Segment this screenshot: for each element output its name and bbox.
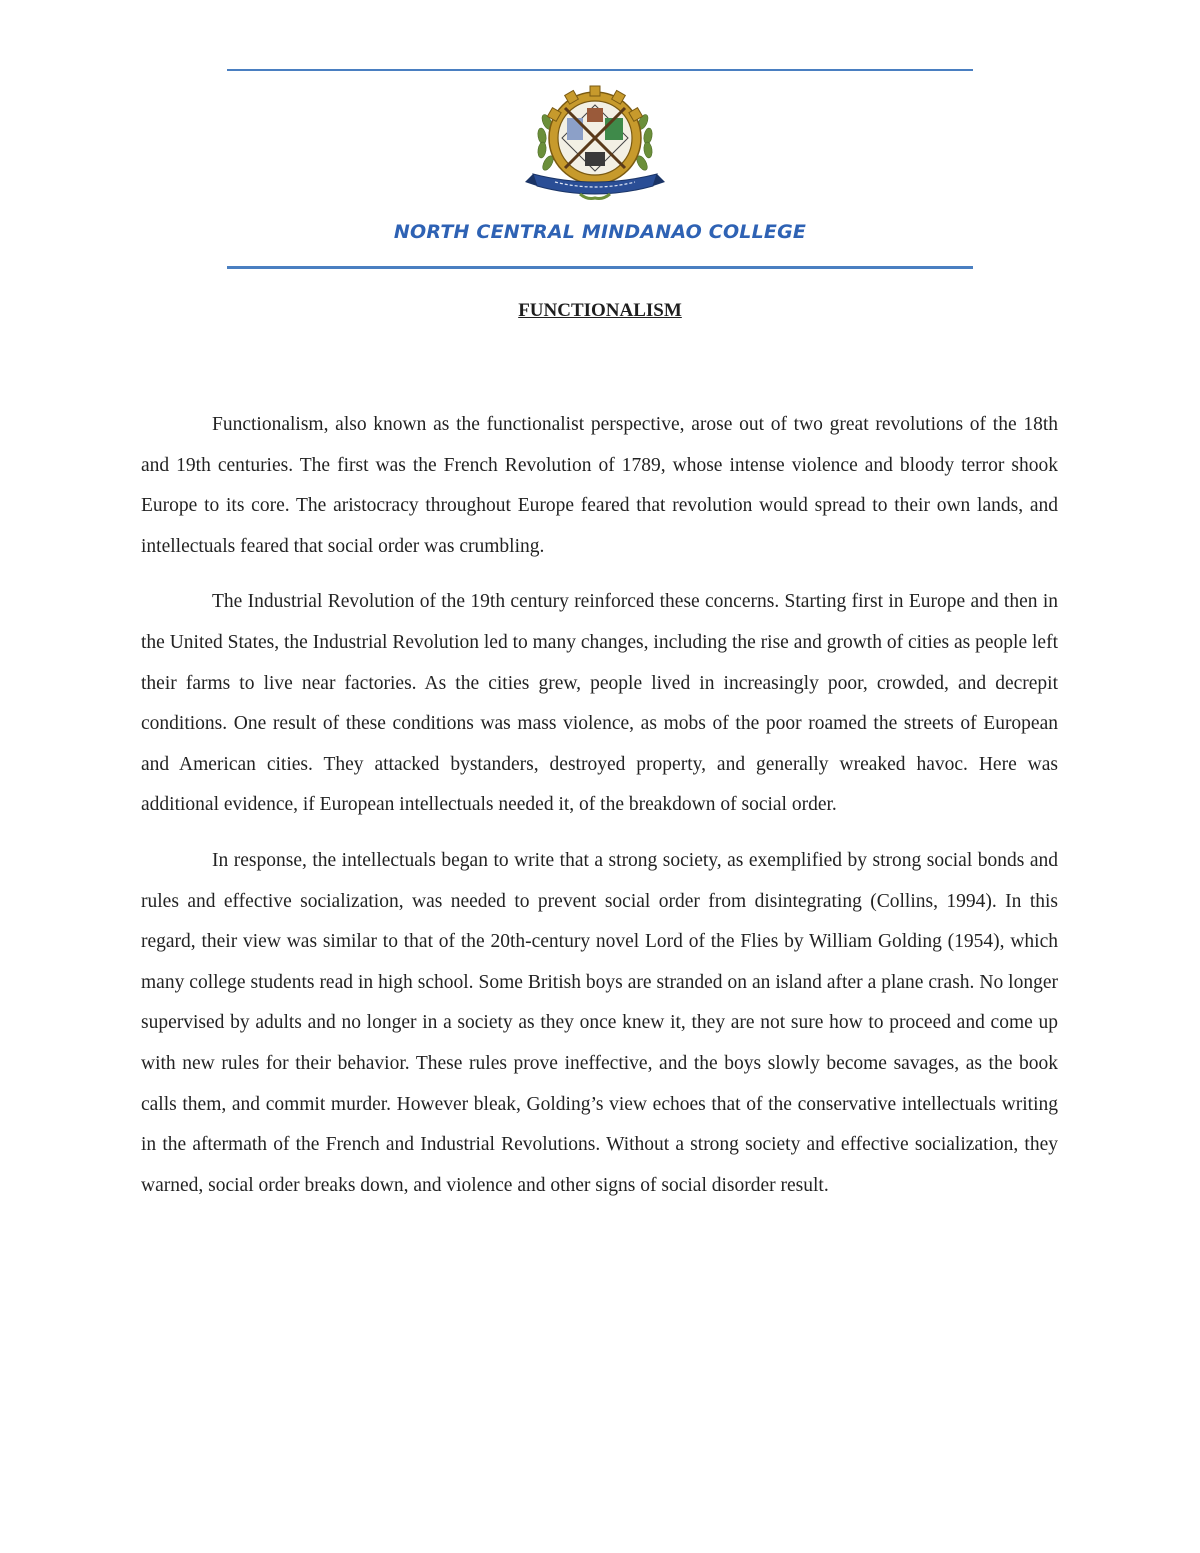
college-seal-icon [525,82,665,206]
document-body [141,405,1058,1221]
paragraph: The Industrial Revolution of the 19th century reinforced these concerns. Starting first in Europe and then in the United States, the Industrial Revolution led to many changes, including the rise and growth of cities as people left their farms to live near factories. As the cities grew, people lived in increasingly poor, crowded, and decrepit conditions. One result of these conditions was mass violence, as mobs of the poor roamed the streets of European and American cities. They attacked bystanders, destroyed property, and generally wreaked havoc. Here was additional evidence, if European intellectuals needed it, of the breakdown of social order. [141,591,1058,816]
header-top-rule [227,69,973,71]
document-title: FUNCTIONALISM [518,300,682,321]
college-name: NORTH CENTRAL MINDANAO COLLEGE [393,221,807,243]
paragraph: Functionalism, also known as the functionalist perspective, arose out of two great revolutions of the 18th and 19th centuries. The first was the French Revolution of 1789, whose intense violence and bloody terror shook Europe to its core. The aristocracy throughout Europe feared that revolution would spread to their own lands, and intellectuals feared that social order was crumbling. [141,414,1058,557]
paragraph: In response, the intellectuals began to write that a strong society, as exemplified by strong social bonds and rules and effective socialization, was needed to prevent social order from disintegrating (Collins, 1994). In this regard, their view was similar to that of the 20th-century novel Lord of the Flies by William Golding (1954), which many college students read in high school. Some British boys are stranded on an island after a plane crash. No longer supervised by adults and no longer in a society as they once knew it, they are not sure how to proceed and come up with new rules for their behavior. These rules prove ineffective, and the boys slowly become savages, as the book calls them, and commit murder. However bleak, Golding’s view echoes that of the conservative intellectuals writing in the aftermath of the French and Industrial Revolutions. Without a strong society and effective socialization, they warned, social order breaks down, and violence and other signs of social disorder result. [141,849,1058,1196]
header-bottom-rule [227,266,973,269]
